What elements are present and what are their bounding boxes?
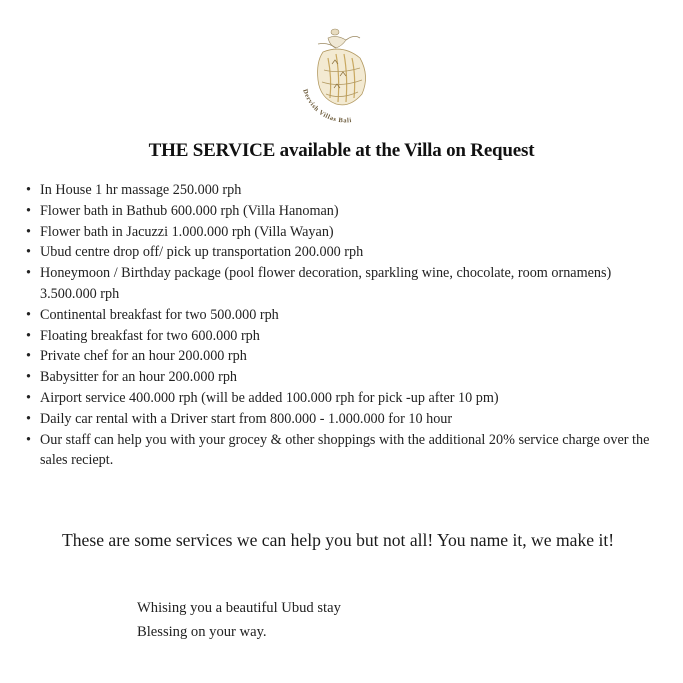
list-item: • Babysitter for an hour 200.000 rph bbox=[24, 367, 664, 388]
wishes-line-2: Blessing on your way. bbox=[137, 624, 267, 640]
list-item: • Flower bath in Bathub 600.000 rph (Villa Hanoman) bbox=[24, 201, 664, 222]
list-item: • Our staff can help you with your grocey & other shoppings with the additional 20% service charge over the sales reciept. bbox=[24, 430, 664, 472]
list-item: • Airport service 400.000 rph (will be added 100.000 rph for pick -up after 10 pm) bbox=[24, 388, 664, 409]
list-item: • Private chef for an hour 200.000 rph bbox=[24, 346, 664, 367]
page-title: THE SERVICE available at the Villa on Request bbox=[148, 140, 535, 161]
dervish-logo-icon bbox=[288, 18, 398, 128]
list-item: • Honeymoon / Birthday package (pool flower decoration, sparkling wine, chocolate, room ornamens) 3.500.000 rph bbox=[24, 263, 664, 305]
service-list bbox=[24, 180, 664, 471]
closing-message: These are some services we can help you but not all! You name it, we make it! bbox=[62, 530, 615, 550]
list-item: • In House 1 hr massage 250.000 rph bbox=[24, 180, 664, 201]
list-item: • Continental breakfast for two 500.000 rph bbox=[24, 305, 664, 326]
villa-logo bbox=[288, 18, 398, 128]
list-item: • Ubud centre drop off/ pick up transportation 200.000 rph bbox=[24, 242, 664, 263]
dervish-figure bbox=[318, 29, 366, 105]
logo-arc-text: Dervish Villas Bali bbox=[301, 88, 353, 125]
list-item: • Flower bath in Jacuzzi 1.000.000 rph (Villa Wayan) bbox=[24, 222, 664, 243]
wishes-line-1: Whising you a beautiful Ubud stay bbox=[137, 600, 341, 616]
wishes-block bbox=[137, 596, 537, 644]
list-item: • Daily car rental with a Driver start from 800.000 - 1.000.000 for 10 hour bbox=[24, 409, 664, 430]
list-item: • Floating breakfast for two 600.000 rph bbox=[24, 326, 664, 347]
